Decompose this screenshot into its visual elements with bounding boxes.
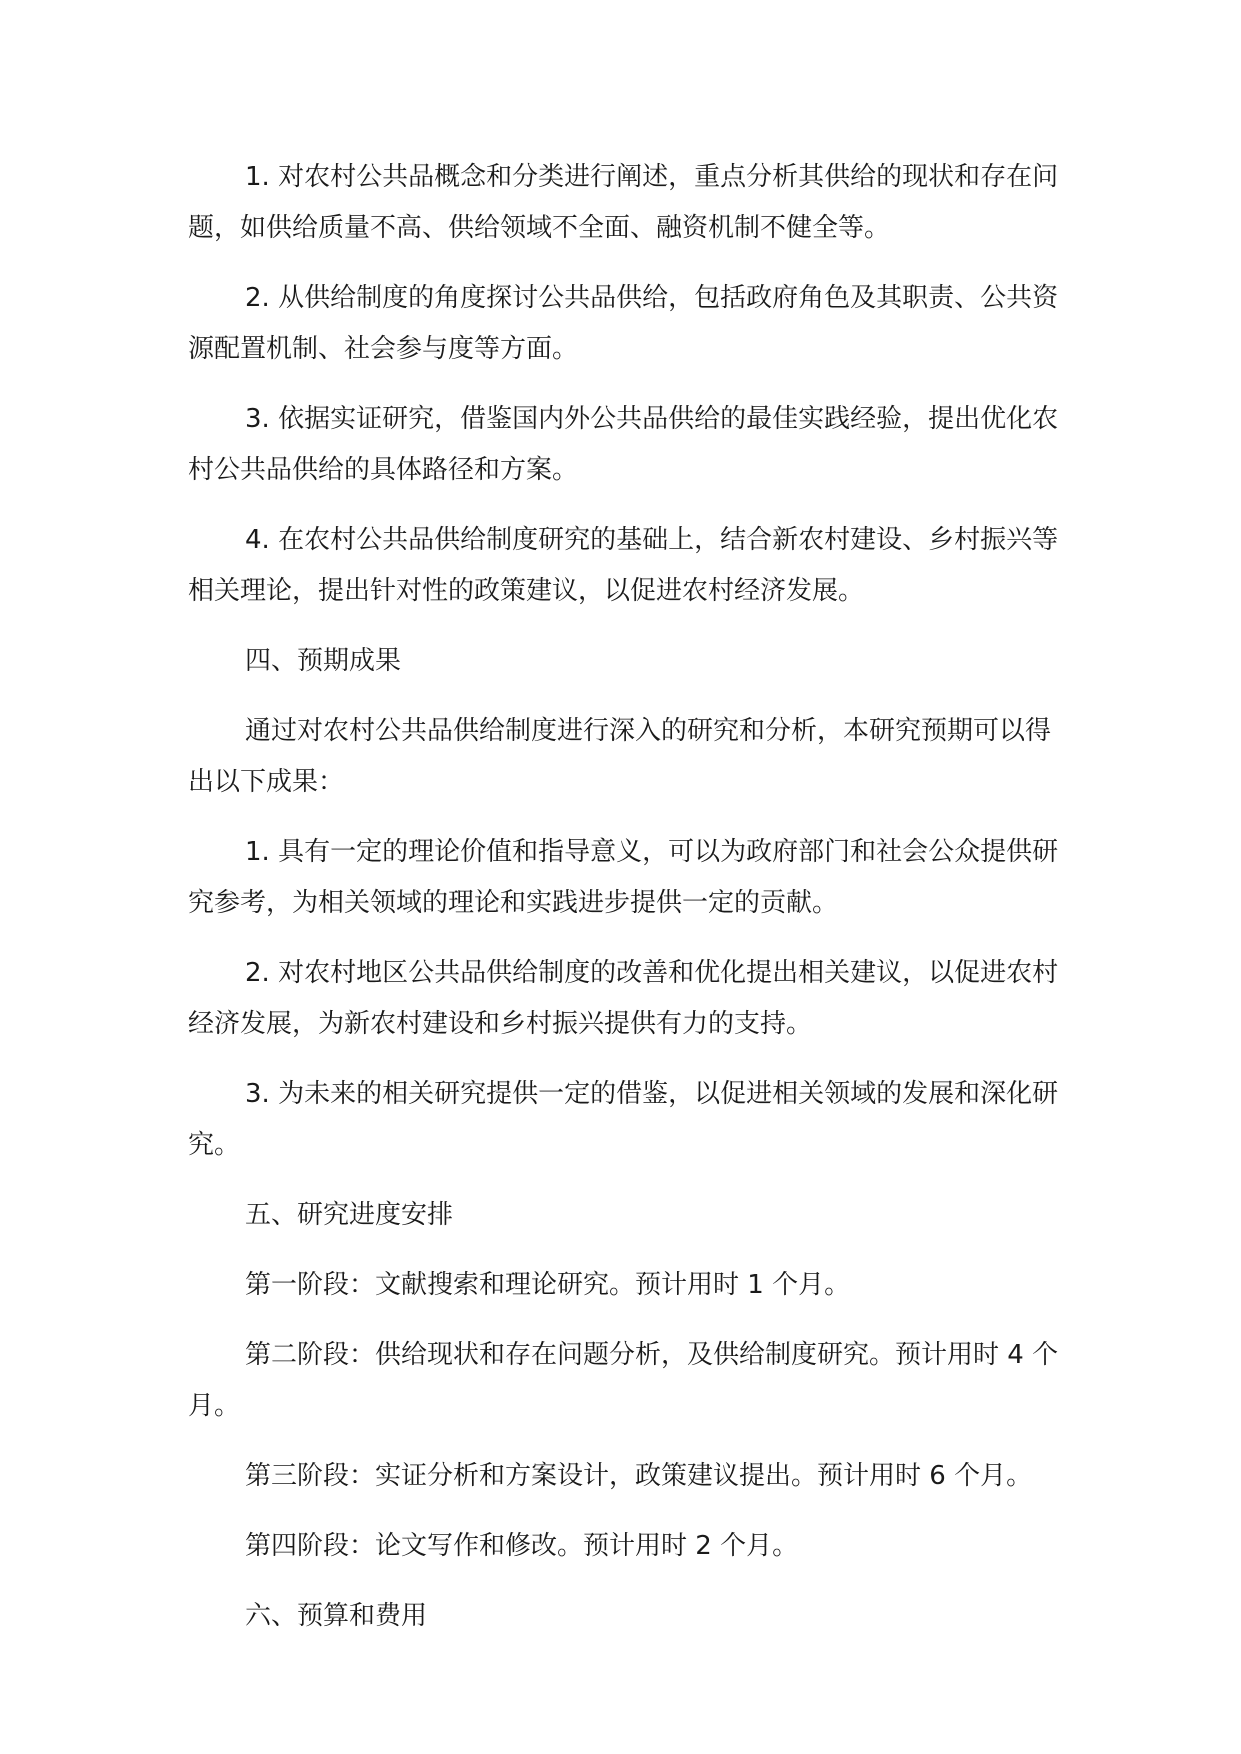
section-heading-schedule: 五、研究进度安排: [245, 1200, 454, 1230]
paragraph-stage-3: 第三阶段：实证分析和方案设计，政策建议提出。预计用时 6 个月。: [245, 1461, 1033, 1491]
paragraph-content-4: 4. 在农村公共品供给制度研究的基础上，结合新农村建设、乡村振兴等相关理论，提出针对性的政策建议，以促进农村经济发展。: [188, 525, 1059, 606]
paragraph-result-2: 2. 对农村地区公共品供给制度的改善和优化提出相关建议，以促进农村经济发展，为新农村建设和乡村振兴提供有力的支持。: [188, 958, 1059, 1039]
section-heading-budget: 六、预算和费用: [245, 1601, 428, 1631]
paragraph-content-2: 2. 从供给制度的角度探讨公共品供给，包括政府角色及其职责、公共资源配置机制、社会参与度等方面。: [188, 283, 1059, 364]
document-page: [188, 152, 1072, 1661]
section-heading-expected-results: 四、预期成果: [245, 646, 402, 676]
paragraph-stage-2: 第二阶段：供给现状和存在问题分析，及供给制度研究。预计用时 4 个月。: [188, 1340, 1059, 1421]
paragraph-stage-4: 第四阶段：论文写作和修改。预计用时 2 个月。: [245, 1531, 799, 1561]
paragraph-content-3: 3. 依据实证研究，借鉴国内外公共品供给的最佳实践经验，提出优化农村公共品供给的具体路径和方案。: [188, 404, 1059, 485]
paragraph-stage-1: 第一阶段：文献搜索和理论研究。预计用时 1 个月。: [245, 1270, 851, 1300]
paragraph-content-1: 1. 对农村公共品概念和分类进行阐述，重点分析其供给的现状和存在问题，如供给质量不高、供给领域不全面、融资机制不健全等。: [188, 162, 1059, 243]
paragraph-result-3: 3. 为未来的相关研究提供一定的借鉴，以促进相关领域的发展和深化研究。: [188, 1079, 1059, 1160]
paragraph-result-1: 1. 具有一定的理论价值和指导意义，可以为政府部门和社会公众提供研究参考，为相关领域的理论和实践进步提供一定的贡献。: [188, 837, 1059, 918]
paragraph-results-intro: 通过对农村公共品供给制度进行深入的研究和分析，本研究预期可以得出以下成果：: [188, 716, 1052, 797]
